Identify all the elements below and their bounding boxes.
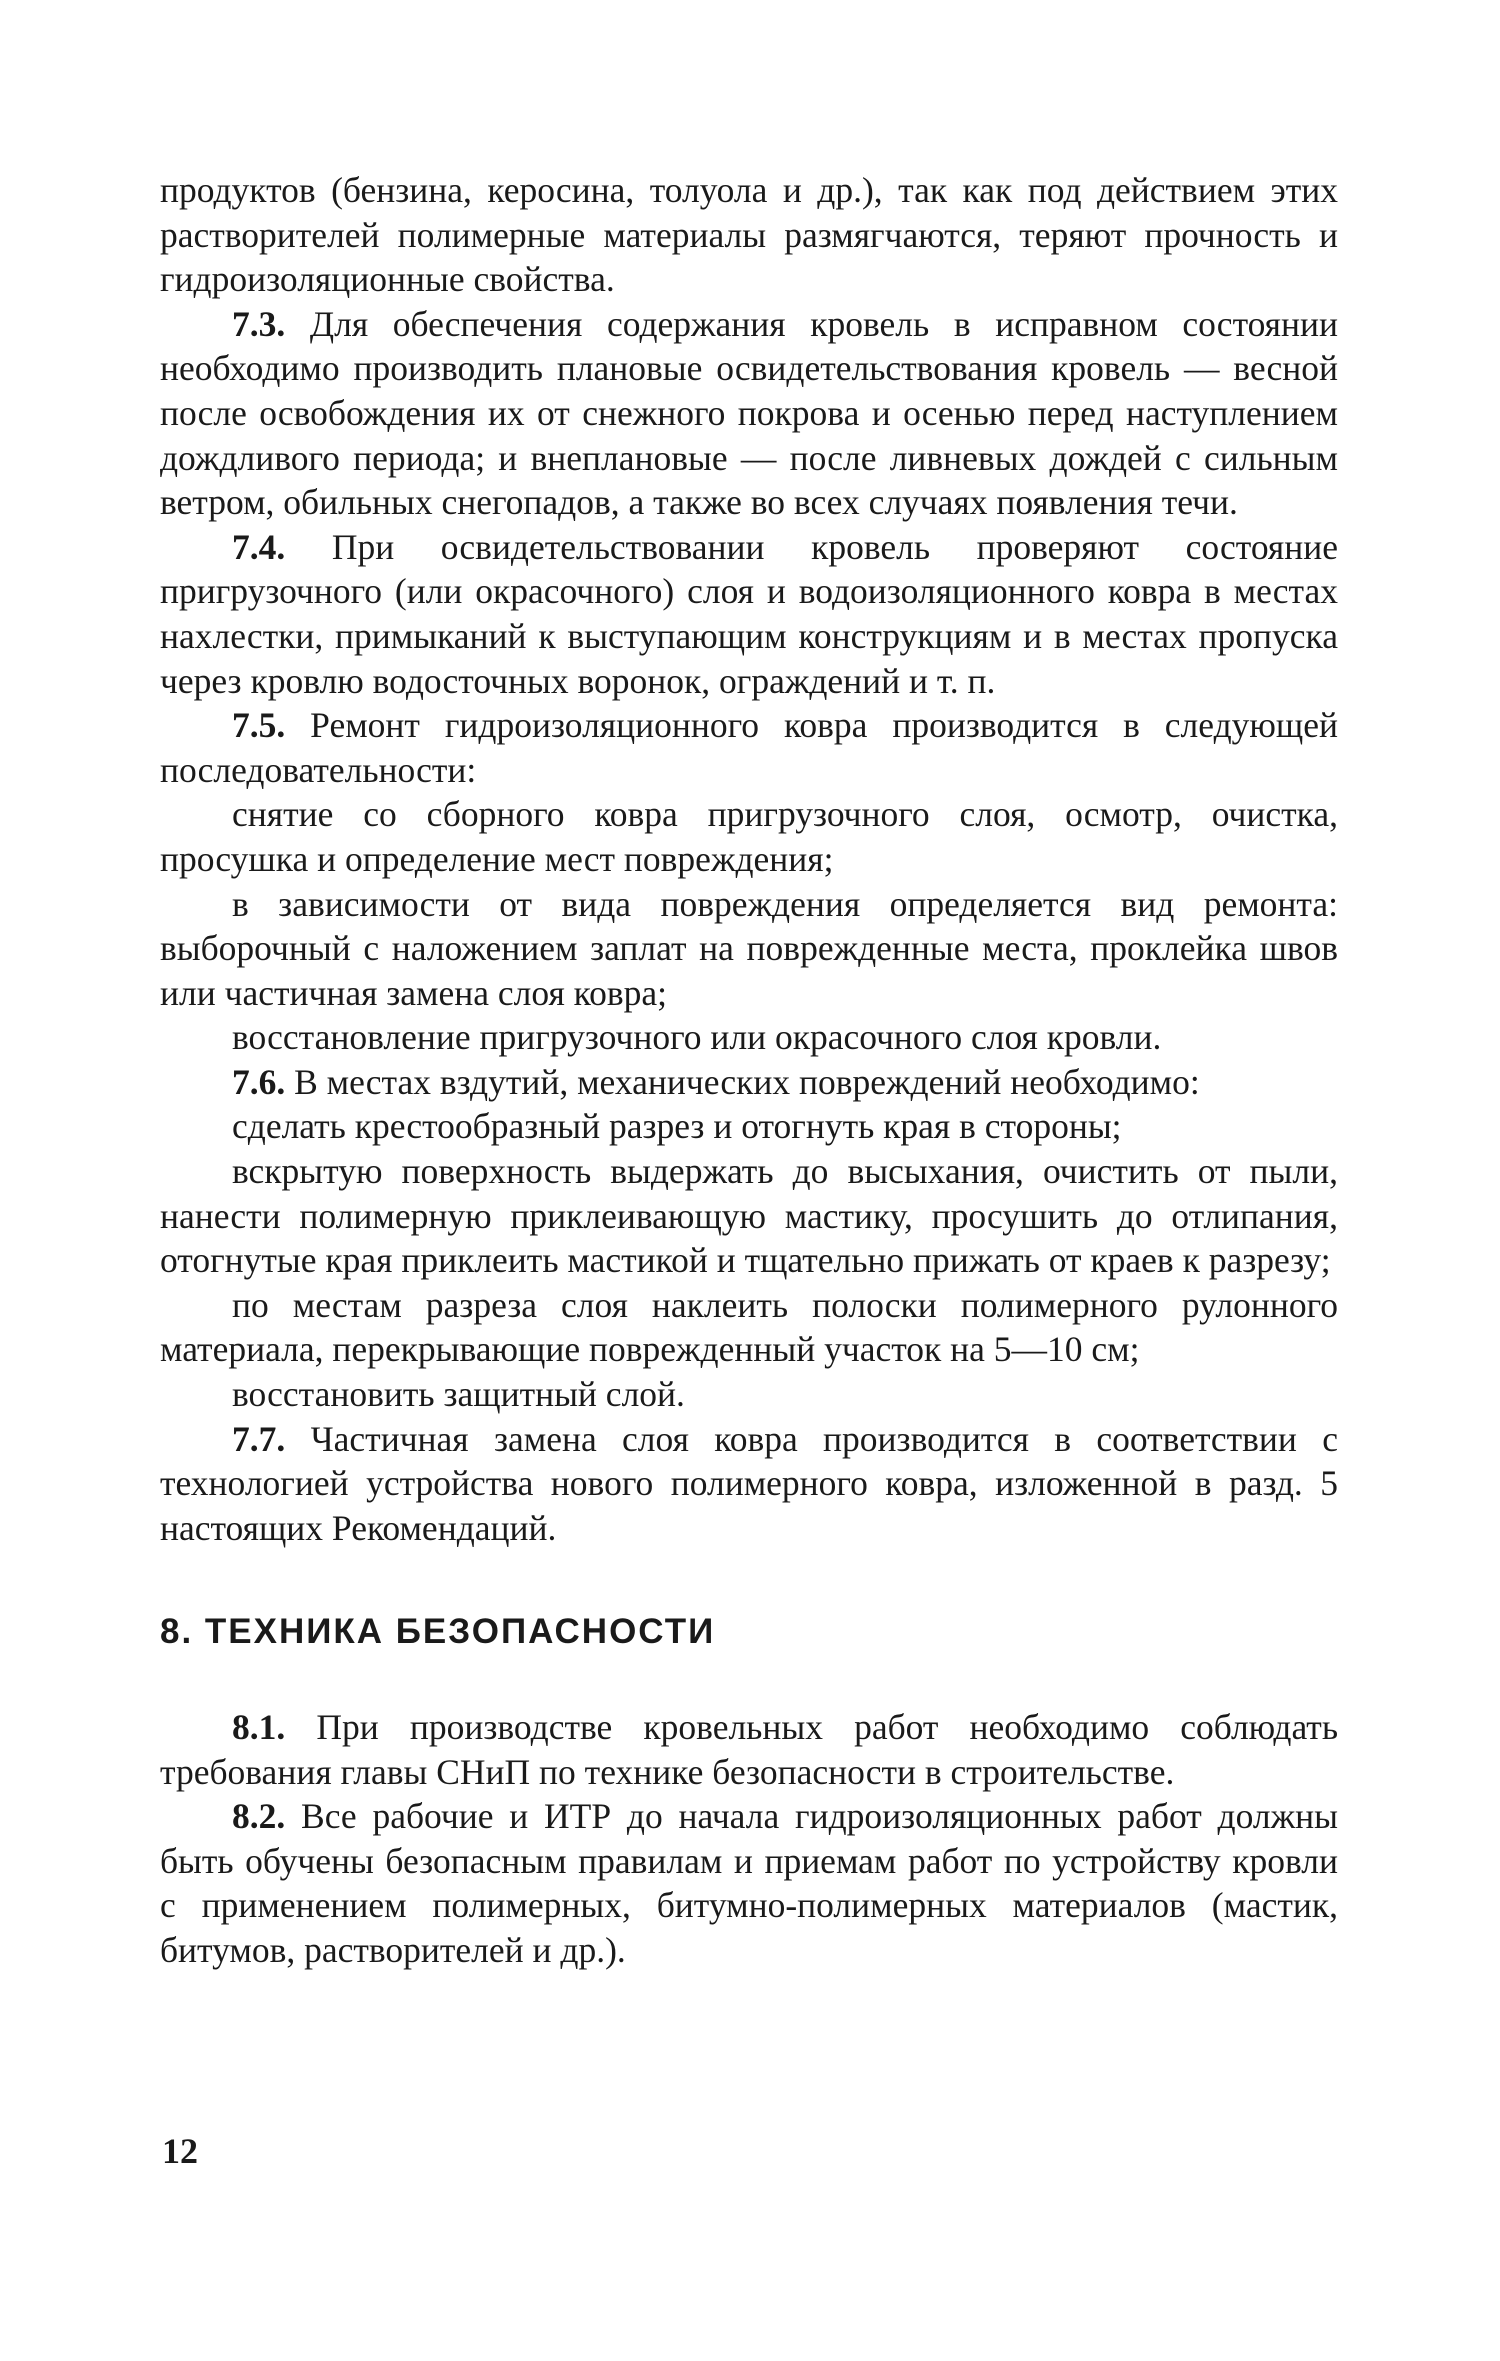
paragraph	[160, 168, 1338, 302]
page-body	[160, 168, 1338, 1973]
paragraph-text: снятие со сборного ковра пригрузочного слоя, осмотр, очистка, просушка и определение мест повреждения;	[160, 794, 1338, 879]
paragraph	[160, 882, 1338, 1016]
paragraph-text: Ремонт гидроизоляционного ковра производится в следующей последовательности:	[160, 705, 1338, 790]
paragraph	[160, 1060, 1338, 1105]
section-heading: 8. ТЕХНИКА БЕЗОПАСНОСТИ	[160, 1612, 716, 1652]
clause-number: 7.3.	[232, 303, 286, 344]
clause-number: 7.6.	[232, 1061, 286, 1102]
paragraph	[160, 1417, 1338, 1551]
paragraph-text: продуктов (бензина, керосина, толуола и др.), так как под действием этих растворителей полимерные материалы размягчаются, теряют прочность и гидроизоляционные свойства.	[160, 170, 1338, 300]
paragraph	[160, 525, 1338, 703]
paragraph	[160, 1794, 1338, 1972]
paragraph-text: в зависимости от вида повреждения определяется вид ремонта: выборочный с наложением заплат на поврежденные места, проклейка швов или частичная замена слоя ковра;	[160, 883, 1338, 1013]
paragraph-text: вскрытую поверхность выдержать до высыхания, очистить от пыли, нанести полимерную приклеивающую мастику, просушить до отлипания, отогнутые края приклеить мастикой и тщательно прижать от краев к разрезу;	[160, 1151, 1338, 1281]
paragraph-text: Частичная замена слоя ковра производится в соответствии с технологией устройства нового полимерного ковра, изложенной в разд. 5 настоящих Рекомендаций.	[160, 1418, 1339, 1548]
paragraph-text: При освидетельствовании кровель проверяют состояние пригрузочного (или окрасочного) слоя и водоизоляционного ковра в местах нахлестки, примыканий к выступающим конструкциям и в местах пропуска через кровлю водосточных воронок, ограждений и т. п.	[160, 526, 1338, 701]
paragraph-text: по местам разреза слоя наклеить полоски полимерного рулонного материала, перекрывающие поврежденный участок на 5—10 см;	[160, 1284, 1338, 1370]
paragraph	[160, 1149, 1338, 1283]
paragraph	[160, 1705, 1338, 1794]
paragraph-text: При производстве кровельных работ необходимо соблюдать требования главы СНиП по технике безопасности в строительстве.	[160, 1707, 1339, 1792]
clause-number: 7.5.	[232, 705, 286, 746]
paragraph-text: В местах вздутий, механических повреждений необходимо:	[294, 1061, 1200, 1102]
paragraph	[160, 1104, 1338, 1149]
paragraph-text: восстановление пригрузочного или окрасочного слоя кровли.	[232, 1017, 1162, 1058]
paragraph	[160, 1015, 1338, 1060]
paragraph	[160, 1372, 1338, 1417]
paragraph-text: Все рабочие и ИТР до начала гидроизоляционных работ должны быть обучены безопасным правилам и приемам работ по устройству кровли с применением полимерных, битумно-полимерных материалов (мастик, битумов, растворителей и др.).	[160, 1796, 1338, 1970]
clause-number: 7.4.	[232, 526, 286, 567]
paragraph	[160, 302, 1338, 525]
paragraph	[160, 703, 1338, 792]
paragraphs-after-section	[160, 1705, 1338, 1973]
paragraph-text: восстановить защитный слой.	[232, 1374, 685, 1415]
paragraph	[160, 1283, 1338, 1372]
page-number: 12	[162, 2131, 198, 2171]
clause-number: 8.1.	[232, 1707, 286, 1747]
paragraph-text: сделать крестообразный разрез и отогнуть края в стороны;	[232, 1106, 1122, 1147]
paragraph-text: Для обеспечения содержания кровель в исправном состоянии необходимо производить плановые освидетельствования кровель — весной после освобождения их от снежного покрова и осенью перед наступлением дождливого периода; и внеплановые — после ливневых дождей с сильным ветром, обильных снегопадов, а также во всех случаях появления течи.	[160, 303, 1339, 523]
clause-number: 8.2.	[232, 1796, 286, 1837]
paragraphs-before-section	[160, 168, 1338, 1550]
clause-number: 7.7.	[232, 1418, 286, 1459]
paragraph	[160, 792, 1338, 881]
